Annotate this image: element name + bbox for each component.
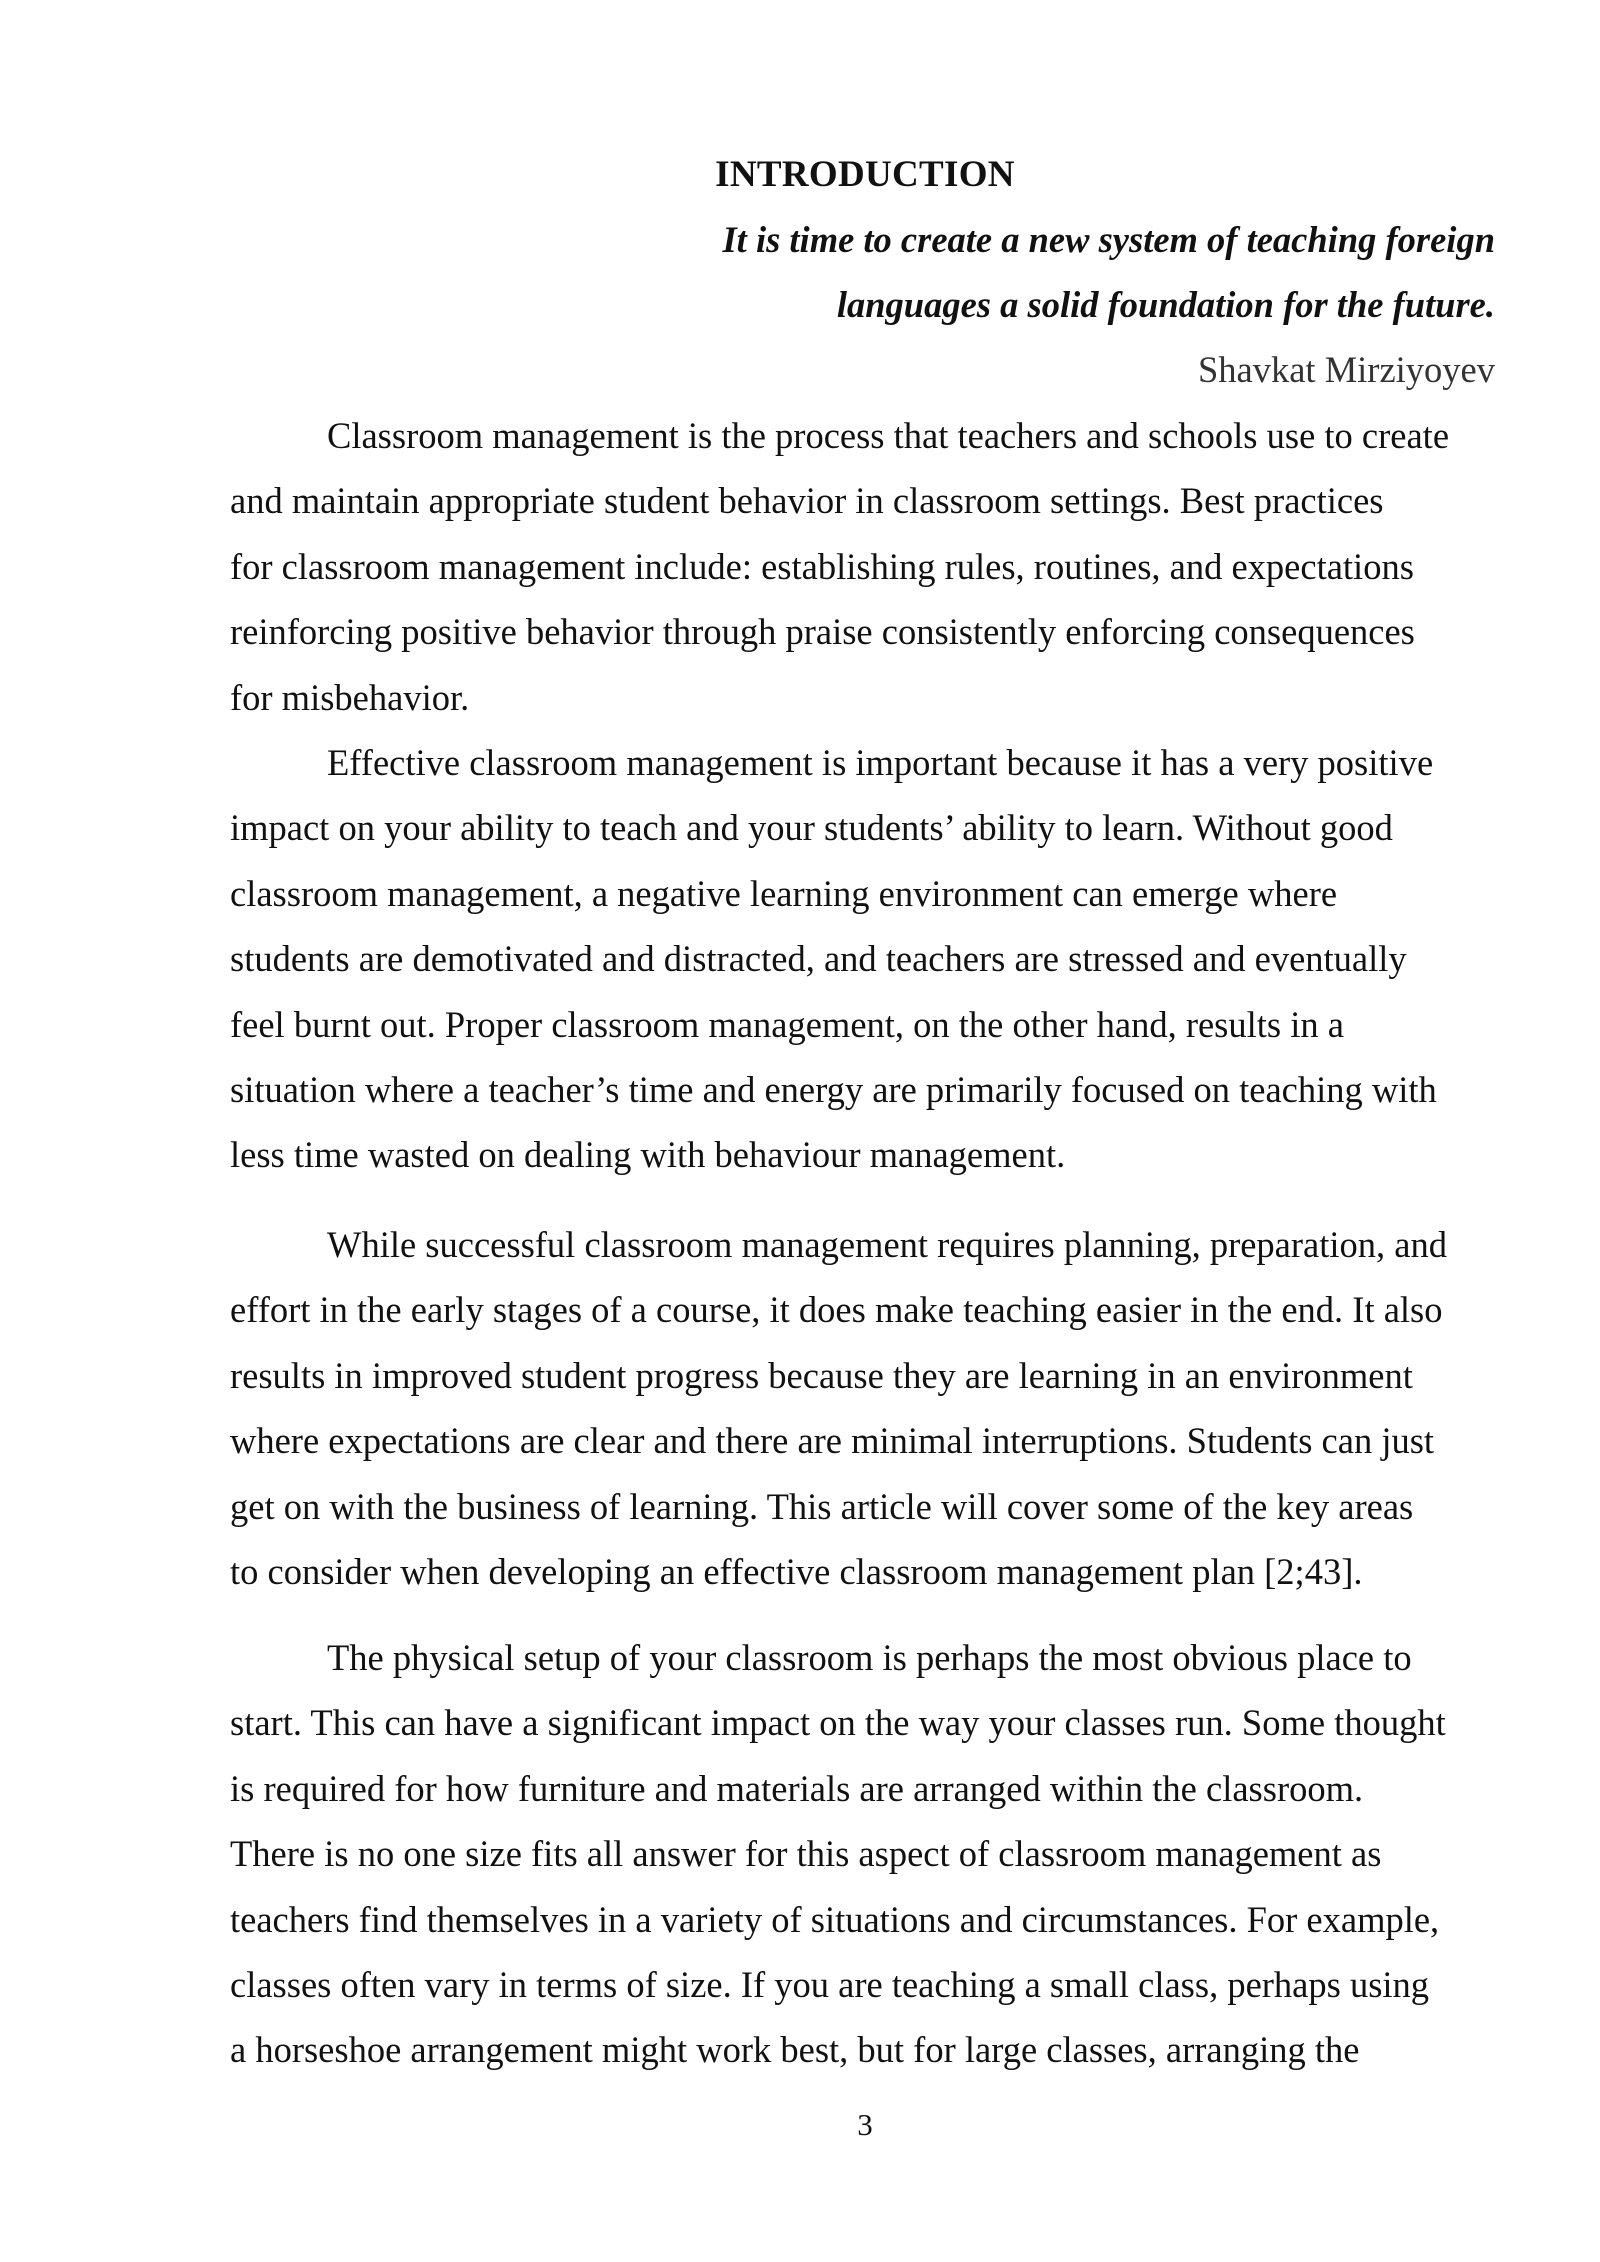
paragraph-line: effort in the early stages of a course, it does make teaching easier in the end. It also [230,1289,1443,1331]
paragraph-line: While successful classroom management requires planning, preparation, and [327,1224,1447,1265]
paragraph-line: impact on your ability to teach and your students’ ability to learn. Without good [230,807,1393,849]
paragraph-2 [230,730,1520,1188]
paragraph-line: students are demotivated and distracted, and teachers are stressed and eventually [230,938,1407,980]
paragraph-line: start. This can have a significant impact on the way your classes run. Some thought [230,1702,1446,1744]
paragraph-line: The physical setup of your classroom is perhaps the most obvious place to [327,1637,1412,1678]
paragraph-line: Classroom management is the process that teachers and schools use to create [327,415,1450,456]
paragraph-line: feel burnt out. Proper classroom management, on the other hand, results in a [230,1003,1344,1045]
paragraph-3 [230,1212,1520,1604]
paragraph-line: a horseshoe arrangement might work best, but for large classes, arranging the [230,2029,1360,2071]
paragraph-line: get on with the business of learning. This article will cover some of the key areas [230,1485,1414,1527]
paragraph-line: for classroom management include: establishing rules, routines, and expectations [230,545,1414,587]
paragraph-1 [230,403,1520,730]
paragraph-line: where expectations are clear and there are minimal interruptions. Students can just [230,1420,1435,1462]
paragraph-line: classes often vary in terms of size. If you are teaching a small class, perhaps using [230,1964,1430,2006]
paragraph-line: Effective classroom management is important because it has a very positive [327,742,1434,783]
epigraph-line-2: languages a solid foundation for the future. [836,284,1495,325]
page-title: INTRODUCTION [715,154,1015,195]
page-number: 3 [857,2107,873,2142]
epigraph-line-1: It is time to create a new system of teaching foreign [722,219,1495,260]
paragraph-line: less time wasted on dealing with behaviour management. [230,1134,1066,1176]
paragraph-line: results in improved student progress because they are learning in an environment [230,1354,1413,1396]
paragraph-line: teachers find themselves in a variety of situations and circumstances. For example, [230,1898,1440,1940]
epigraph-author: Shavkat Mirziyoyev [1197,349,1495,390]
paragraph-4 [230,1625,1520,2083]
paragraph-line: is required for how furniture and materials are arranged within the classroom. [230,1767,1364,1809]
paragraph-line: There is no one size fits all answer for this aspect of classroom management as [230,1833,1382,1875]
paragraph-line: classroom management, a negative learning environment can emerge where [230,872,1338,914]
paragraph-line: reinforcing positive behavior through praise consistently enforcing consequences [230,611,1415,653]
paragraph-line: for misbehavior. [230,676,470,718]
paragraph-line: and maintain appropriate student behavior in classroom settings. Best practices [230,480,1384,522]
paragraph-line: situation where a teacher’s time and energy are primarily focused on teaching with [230,1069,1437,1111]
paragraph-line: to consider when developing an effective classroom management plan [2;43]. [230,1551,1363,1593]
